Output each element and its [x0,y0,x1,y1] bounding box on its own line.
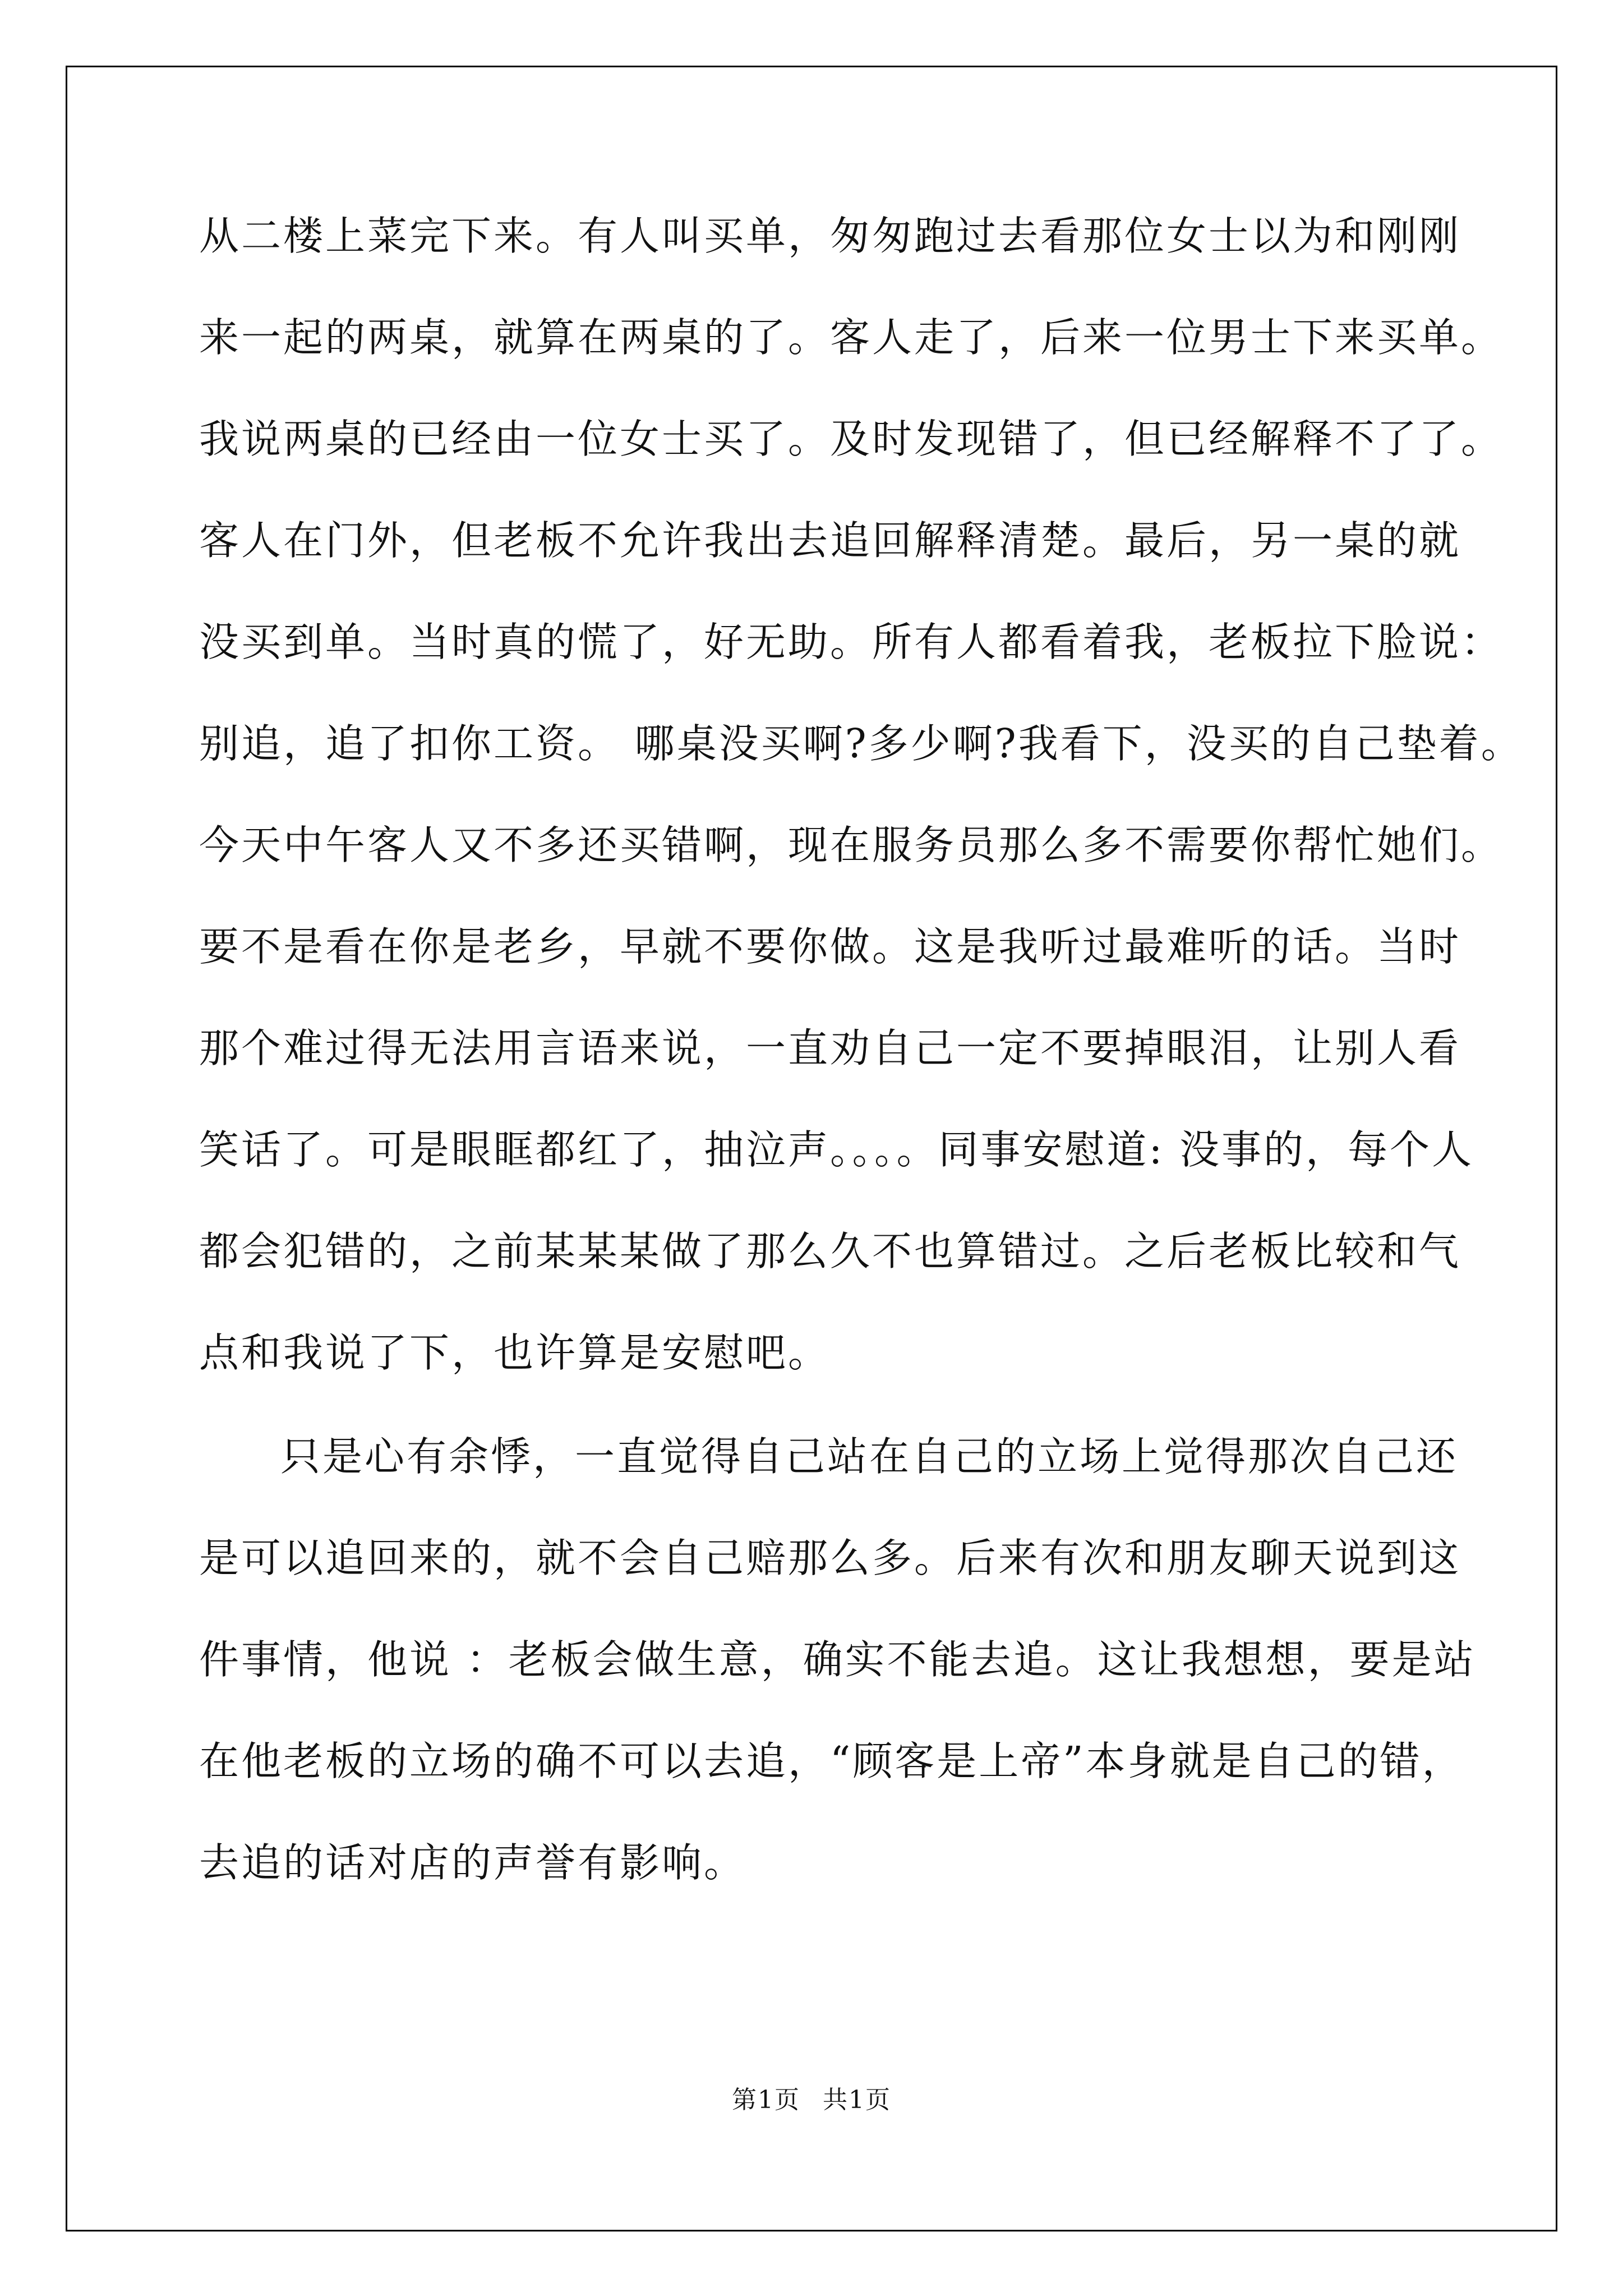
paragraph-1-line-3: 我说两桌的已经由一位女士买了。及时发现错了，但已经解释不了了。 [199,416,1504,462]
paragraph-1-line-6: 别追，追了扣你工资。 哪桌没买啊?多少啊?我看下，没买的自己垫着。 [199,720,1523,767]
paragraph-1-line-2: 来一起的两桌，就算在两桌的了。客人走了，后来一位男士下来买单。 [199,314,1504,361]
paragraph-1-line-4: 客人在门外，但老板不允许我出去追回解释清楚。最后，另一桌的就 [199,517,1461,564]
paragraph-1-line-9: 那个难过得无法用言语来说，一直劝自己一定不要掉眼泪，让别人看 [199,1025,1461,1071]
paragraph-1-line-5: 没买到单。当时真的慌了，好无助。所有人都看着我，老板拉下脸说： [199,619,1504,665]
paragraph-1-line-12: 点和我说了下，也许算是安慰吧。 [199,1329,831,1376]
paragraph-1-line-8: 要不是看在你是老乡，早就不要你做。这是我听过最难听的话。当时 [199,923,1461,970]
page-number-total: 共1页 [823,2086,891,2114]
paragraph-2-line-5: 去追的话对店的声誉有影响。 [199,1839,746,1886]
paragraph-2-line-1: 只是心有余悸，一直觉得自己站在自己的立场上觉得那次自己还 [280,1433,1459,1480]
document-body [199,210,1523,1939]
paragraph-2-line-3: 件事情，他说 ：老板会做生意，确实不能去追。这让我想想，要是站 [199,1636,1476,1683]
paragraph-1-line-11: 都会犯错的，之前某某某做了那么久不也算错过。之后老板比较和气 [199,1228,1461,1274]
page-number-current: 第1页 [732,2086,800,2114]
paragraph-1-line-7: 今天中午客人又不多还买错啊，现在服务员那么多不需要你帮忙她们。 [199,822,1504,868]
paragraph-1-line-1: 从二楼上菜完下来。有人叫买单，匆匆跑过去看那位女士以为和刚刚 [199,213,1461,259]
page-footer [0,2086,1623,2115]
paragraph-2-line-2: 是可以追回来的，就不会自己赔那么多。后来有次和朋友聊天说到这 [199,1535,1461,1581]
paragraph-1-line-10: 笑话了。可是眼眶都红了，抽泣声。。。。同事安慰道: 没事的，每个人 [199,1126,1474,1173]
paragraph-2-line-4: 在他老板的立场的确不可以去追，“顾客是上帝”本身就是自己的错， [199,1738,1464,1784]
